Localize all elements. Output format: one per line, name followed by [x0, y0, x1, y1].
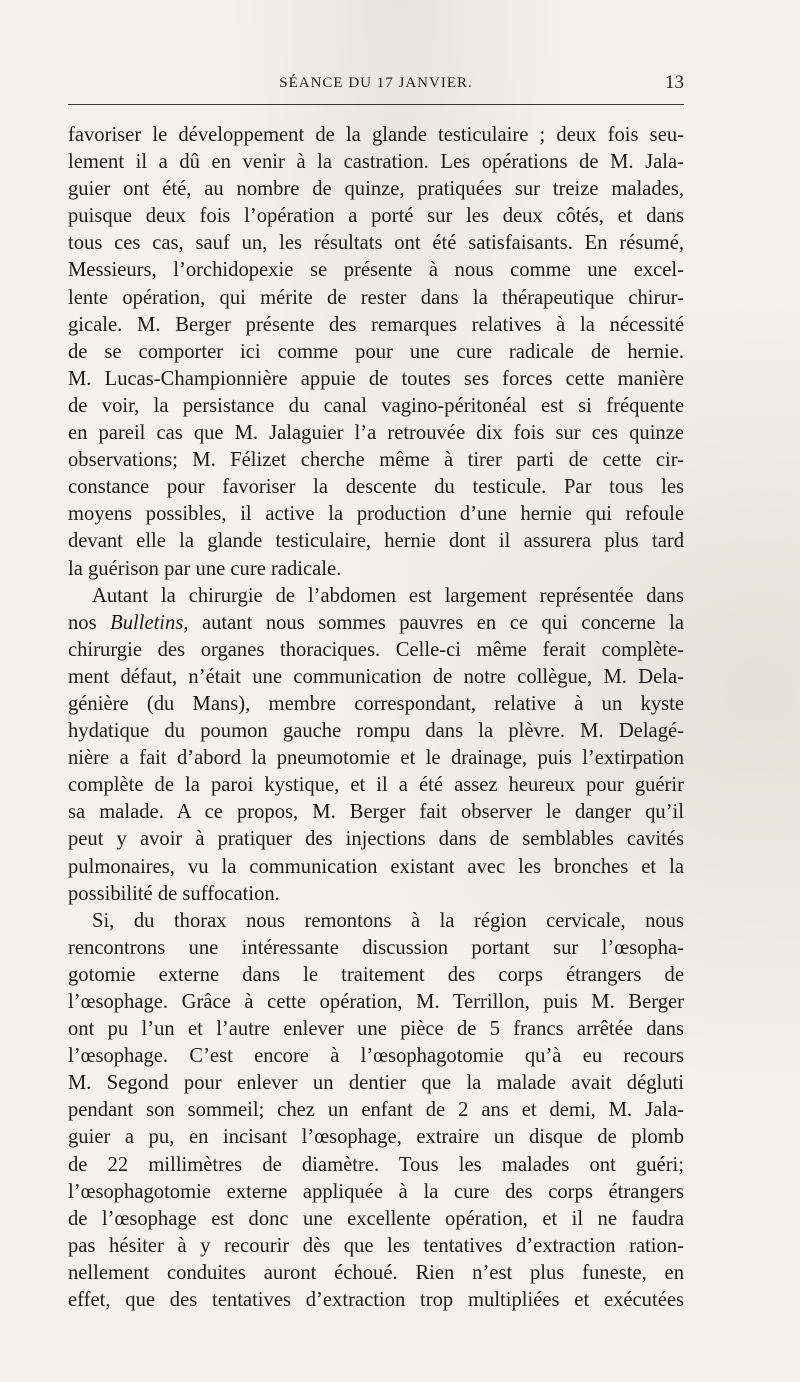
text-line: pas hésiter à y recourir dès que les tentatives d’extraction ration- [68, 1234, 684, 1257]
text-line: peut y avoir à pratiquer des injections dans de semblables cavités [68, 828, 684, 851]
text-line: sa malade. A ce propos, M. Berger fait observer le danger qu’il [68, 801, 684, 824]
text-line: guier ont été, au nombre de quinze, pratiquées sur treize malades, [68, 178, 684, 201]
text-line: nière a fait d’abord la pneumotomie et le drainage, puis l’extirpation [68, 747, 684, 770]
text-line: rencontrons une intéressante discussion portant sur l’œsopha- [68, 936, 684, 959]
text-line: la guérison par une cure radicale. [68, 557, 342, 580]
text-line: lement il a dû en venir à la castration. Les opérations de M. Jala- [68, 151, 684, 174]
paragraph-1 [68, 122, 684, 583]
body-text [68, 122, 684, 1314]
text-line: devant elle la glande testiculaire, hernie dont il assurera plus tard [68, 530, 684, 553]
text-line: nellement conduites auront échoué. Rien n’est plus funeste, en [68, 1261, 684, 1284]
text-line: ont pu l’un et l’autre enlever une pièce de 5 francs arrêtée dans [68, 1018, 684, 1041]
text-line: favoriser le développement de la glande testiculaire ; deux fois seu- [68, 124, 684, 146]
text-line: chirurgie des organes thoraciques. Celle-ci même ferait complète- [68, 638, 684, 661]
text-line: de se comporter ici comme pour une cure radicale de hernie. [68, 340, 684, 363]
text-line: observations; M. Félizet cherche même à tirer parti de cette cir- [68, 449, 684, 472]
text-line: pendant son sommeil; chez un enfant de 2 ans et demi, M. Jala- [68, 1099, 684, 1122]
text-line: de l’œsophage est donc une excellente opération, et il ne faudra [68, 1207, 684, 1230]
text-line: M. Lucas-Championnière appuie de toutes ses forces cette manière [68, 367, 684, 390]
text-line: gotomie externe dans le traitement des corps étrangers de [68, 963, 684, 986]
text-line: ment défaut, n’était une communication de notre collègue, M. Dela- [68, 665, 684, 688]
header-rule [68, 104, 684, 105]
text-line: effet, que des tentatives d’extraction trop multipliées et exécutées [68, 1289, 684, 1312]
text-line: possibilité de suffocation. [68, 882, 280, 905]
text-line: génière (du Mans), membre correspondant, relative à un kyste [68, 692, 684, 715]
text-line: en pareil cas que M. Jalaguier l’a retrouvée dix fois sur ces quinze [68, 422, 684, 445]
text-line: guier a pu, en incisant l’œsophage, extraire un disque de plomb [68, 1126, 684, 1149]
text-line: puisque deux fois l’opération a porté sur les deux côtés, et dans [68, 205, 684, 228]
running-head [68, 72, 684, 96]
text-line: de voir, la persistance du canal vagino-péritonéal est si fréquente [68, 394, 684, 417]
text-line: de 22 millimètres de diamètre. Tous les malades ont guéri; [68, 1153, 684, 1176]
paragraph-2 [68, 583, 684, 908]
text-line: M. Segond pour enlever un dentier que la malade avait dégluti [68, 1072, 684, 1095]
text-line: tous ces cas, sauf un, les résultats ont été satisfaisants. En résumé, [68, 232, 684, 255]
text-line: gicale. M. Berger présente des remarques relatives à la nécessité [68, 313, 684, 336]
text-line: nos Bulletins, autant nous sommes pauvres en ce qui concerne la [68, 611, 684, 634]
text-line: pulmonaires, vu la communication existant avec les bronches et la [68, 855, 684, 878]
text-line: l’œsophage. Grâce à cette opération, M. Terrillon, puis M. Berger [68, 991, 684, 1013]
text-line: lente opération, qui mérite de rester dans la thérapeutique chirur- [68, 286, 684, 309]
paragraph-3 [68, 908, 684, 1314]
text-line: Si, du thorax nous remontons à la région cervicale, nous [92, 909, 684, 932]
page-number: 13 [665, 72, 684, 93]
text-line: l’œsophage. C’est encore à l’œsophagotomie qu’à eu recours [68, 1045, 684, 1068]
text-line: Messieurs, l’orchidopexie se présente à nous comme une excel- [68, 259, 684, 282]
text-line: moyens possibles, il active la production d’une hernie qui refoule [68, 503, 684, 526]
text-line: l’œsophagotomie externe appliquée à la cure des corps étrangers [68, 1180, 684, 1203]
text-line: Autant la chirurgie de l’abdomen est largement représentée dans [92, 584, 684, 607]
text-line: complète de la paroi kystique, et il a été assez heureux pour guérir [68, 774, 684, 797]
italic-title: Bulletins [110, 611, 184, 634]
running-title: SÉANCE DU 17 JANVIER. [279, 75, 473, 91]
text-line: constance pour favoriser la descente du testicule. Par tous les [68, 476, 684, 499]
text-line: hydatique du poumon gauche rompu dans la plèvre. M. Delagé- [68, 720, 684, 743]
